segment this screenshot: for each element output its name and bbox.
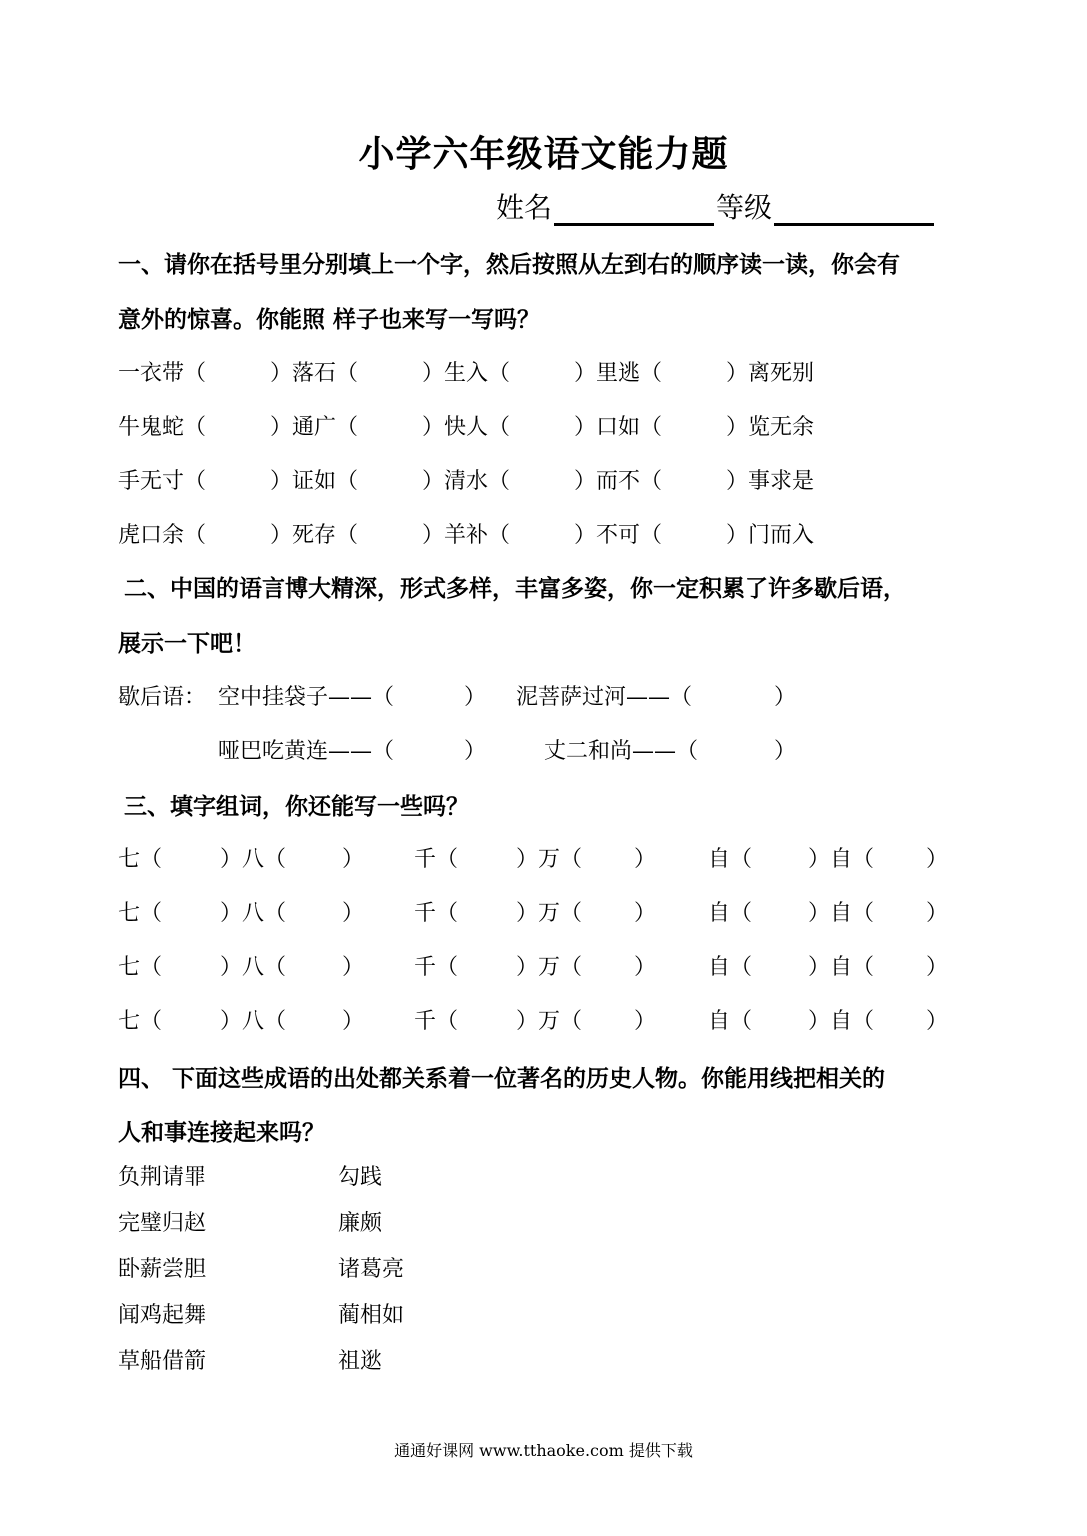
word-fill-cell[interactable]: ）八（ <box>220 1009 287 1034</box>
xiehouyu-answer-close[interactable]: ） <box>774 685 797 710</box>
word-fill-cell[interactable]: 千（ <box>414 901 459 926</box>
matching-row <box>118 1344 618 1374</box>
idiom-fill-cell[interactable]: 牛鬼蛇（ <box>118 415 207 440</box>
name-blank[interactable] <box>554 193 714 226</box>
word-fill-row <box>118 896 978 926</box>
person-item[interactable]: 诸葛亮 <box>338 1257 405 1282</box>
word-fill-cell[interactable]: 七（ <box>118 847 163 872</box>
matching-row <box>118 1160 618 1190</box>
section1-heading-line1: 一、请你在括号里分别填上一个字，然后按照从左到右的顺序读一读，你会有 <box>118 252 900 278</box>
word-fill-cell[interactable]: ） <box>926 901 949 926</box>
xiehouyu-item: 丈二和尚——（ <box>544 739 699 764</box>
word-fill-cell[interactable]: ）万（ <box>516 901 583 926</box>
xiehouyu-row-2 <box>118 734 978 764</box>
word-fill-cell[interactable]: 自（ <box>708 955 753 980</box>
idiom-item[interactable]: 卧薪尝胆 <box>118 1257 207 1282</box>
word-fill-cell[interactable]: ）自（ <box>808 1009 875 1034</box>
word-fill-cell[interactable]: 千（ <box>414 955 459 980</box>
idiom-fill-row <box>118 464 978 494</box>
word-fill-cell[interactable]: 千（ <box>414 847 459 872</box>
word-fill-cell[interactable]: ）万（ <box>516 847 583 872</box>
section1-heading-line2: 意外的惊喜。你能照 样子也来写一写吗？ <box>118 307 541 333</box>
word-fill-cell[interactable]: ）自（ <box>808 847 875 872</box>
word-fill-cell[interactable]: ）自（ <box>808 955 875 980</box>
person-item[interactable]: 廉颇 <box>338 1211 383 1236</box>
idiom-item[interactable]: 完璧归赵 <box>118 1211 207 1236</box>
word-fill-cell[interactable]: ） <box>634 847 657 872</box>
matching-row <box>118 1298 618 1328</box>
word-fill-cell[interactable]: ） <box>926 955 949 980</box>
idiom-item[interactable]: 草船借箭 <box>118 1349 207 1374</box>
word-fill-cell[interactable]: ）万（ <box>516 955 583 980</box>
idiom-fill-row <box>118 356 978 386</box>
word-fill-cell[interactable]: ）自（ <box>808 901 875 926</box>
word-fill-cell[interactable]: 七（ <box>118 955 163 980</box>
word-fill-cell[interactable]: 七（ <box>118 901 163 926</box>
word-fill-cell[interactable]: ）万（ <box>516 1009 583 1034</box>
idiom-fill-cell[interactable]: ）证如（ <box>270 469 359 494</box>
section2-heading-line2: 展示一下吧！ <box>118 631 256 657</box>
word-fill-cell[interactable]: ） <box>634 955 657 980</box>
idiom-fill-cell[interactable]: ）羊补（ <box>422 523 511 548</box>
idiom-fill-cell[interactable]: ）里逃（ <box>574 361 663 386</box>
xiehouyu-row-1 <box>118 680 978 710</box>
section2-heading-line1: 二、中国的语言博大精深，形式多样，丰富多姿，你一定积累了许多歇后语， <box>124 576 906 602</box>
word-fill-row <box>118 950 978 980</box>
word-fill-cell[interactable]: ）八（ <box>220 901 287 926</box>
word-fill-cell[interactable]: ） <box>342 847 365 872</box>
grade-label: 等级 <box>716 191 773 224</box>
word-fill-cell[interactable]: ） <box>926 847 949 872</box>
idiom-fill-cell[interactable]: ）览无余 <box>726 415 815 440</box>
idiom-fill-cell[interactable]: ）门而入 <box>726 523 815 548</box>
idiom-fill-cell[interactable]: ）事求是 <box>726 469 815 494</box>
xiehouyu-answer-close[interactable]: ） <box>774 739 797 764</box>
word-fill-cell[interactable]: ） <box>342 901 365 926</box>
person-item[interactable]: 祖逖 <box>338 1349 383 1374</box>
section3-heading: 三、填字组词，你还能写一些吗？ <box>124 794 469 820</box>
word-fill-cell[interactable]: 自（ <box>708 847 753 872</box>
word-fill-cell[interactable]: ） <box>634 901 657 926</box>
idiom-fill-cell[interactable]: ）生入（ <box>422 361 511 386</box>
idiom-fill-row <box>118 518 978 548</box>
word-fill-cell[interactable]: 七（ <box>118 1009 163 1034</box>
section4-heading-line1: 四、 下面这些成语的出处都关系着一位著名的历史人物。你能用线把相关的 <box>118 1066 886 1092</box>
word-fill-cell[interactable]: 自（ <box>708 1009 753 1034</box>
xiehouyu-answer-close[interactable]: ） <box>464 739 487 764</box>
idiom-item[interactable]: 负荆请罪 <box>118 1165 207 1190</box>
xiehouyu-item: 空中挂袋子——（ <box>218 685 395 710</box>
idiom-fill-cell[interactable]: ）通广（ <box>270 415 359 440</box>
idiom-fill-row <box>118 410 978 440</box>
word-fill-cell[interactable]: ） <box>634 1009 657 1034</box>
idiom-fill-cell[interactable]: ）离死别 <box>726 361 815 386</box>
name-grade-row <box>496 186 936 226</box>
idiom-fill-cell[interactable]: 一衣带（ <box>118 361 207 386</box>
idiom-fill-cell[interactable]: ）而不（ <box>574 469 663 494</box>
grade-blank[interactable] <box>774 193 934 226</box>
person-item[interactable]: 蔺相如 <box>338 1303 405 1328</box>
person-item[interactable]: 勾践 <box>338 1165 383 1190</box>
idiom-fill-cell[interactable]: ）清水（ <box>422 469 511 494</box>
word-fill-cell[interactable]: 千（ <box>414 1009 459 1034</box>
xiehouyu-answer-close[interactable]: ） <box>464 685 487 710</box>
footer-source: 通通好课网 www.tthaoke.com 提供下载 <box>394 1441 693 1460</box>
idiom-fill-cell[interactable]: ）快人（ <box>422 415 511 440</box>
idiom-fill-cell[interactable]: 手无寸（ <box>118 469 207 494</box>
word-fill-cell[interactable]: ）八（ <box>220 955 287 980</box>
idiom-fill-cell[interactable]: ）口如（ <box>574 415 663 440</box>
page-title: 小学六年级语文能力题 <box>358 134 729 175</box>
name-label: 姓名 <box>496 191 553 224</box>
matching-row <box>118 1252 618 1282</box>
word-fill-cell[interactable]: ）八（ <box>220 847 287 872</box>
xiehouyu-item: 泥菩萨过河——（ <box>516 685 693 710</box>
idiom-item[interactable]: 闻鸡起舞 <box>118 1303 207 1328</box>
idiom-fill-cell[interactable]: ）不可（ <box>574 523 663 548</box>
section4-heading-line2: 人和事连接起来吗？ <box>118 1120 325 1146</box>
idiom-fill-cell[interactable]: 虎口余（ <box>118 523 207 548</box>
word-fill-cell[interactable]: ） <box>342 955 365 980</box>
word-fill-row <box>118 842 978 872</box>
word-fill-row <box>118 1004 978 1034</box>
idiom-fill-cell[interactable]: ）死存（ <box>270 523 359 548</box>
matching-row <box>118 1206 618 1236</box>
word-fill-cell[interactable]: ） <box>342 1009 365 1034</box>
xiehouyu-label: 歇后语： <box>118 685 207 710</box>
xiehouyu-item: 哑巴吃黄连——（ <box>218 739 395 764</box>
word-fill-cell[interactable]: 自（ <box>708 901 753 926</box>
idiom-fill-cell[interactable]: ）落石（ <box>270 361 359 386</box>
word-fill-cell[interactable]: ） <box>926 1009 949 1034</box>
